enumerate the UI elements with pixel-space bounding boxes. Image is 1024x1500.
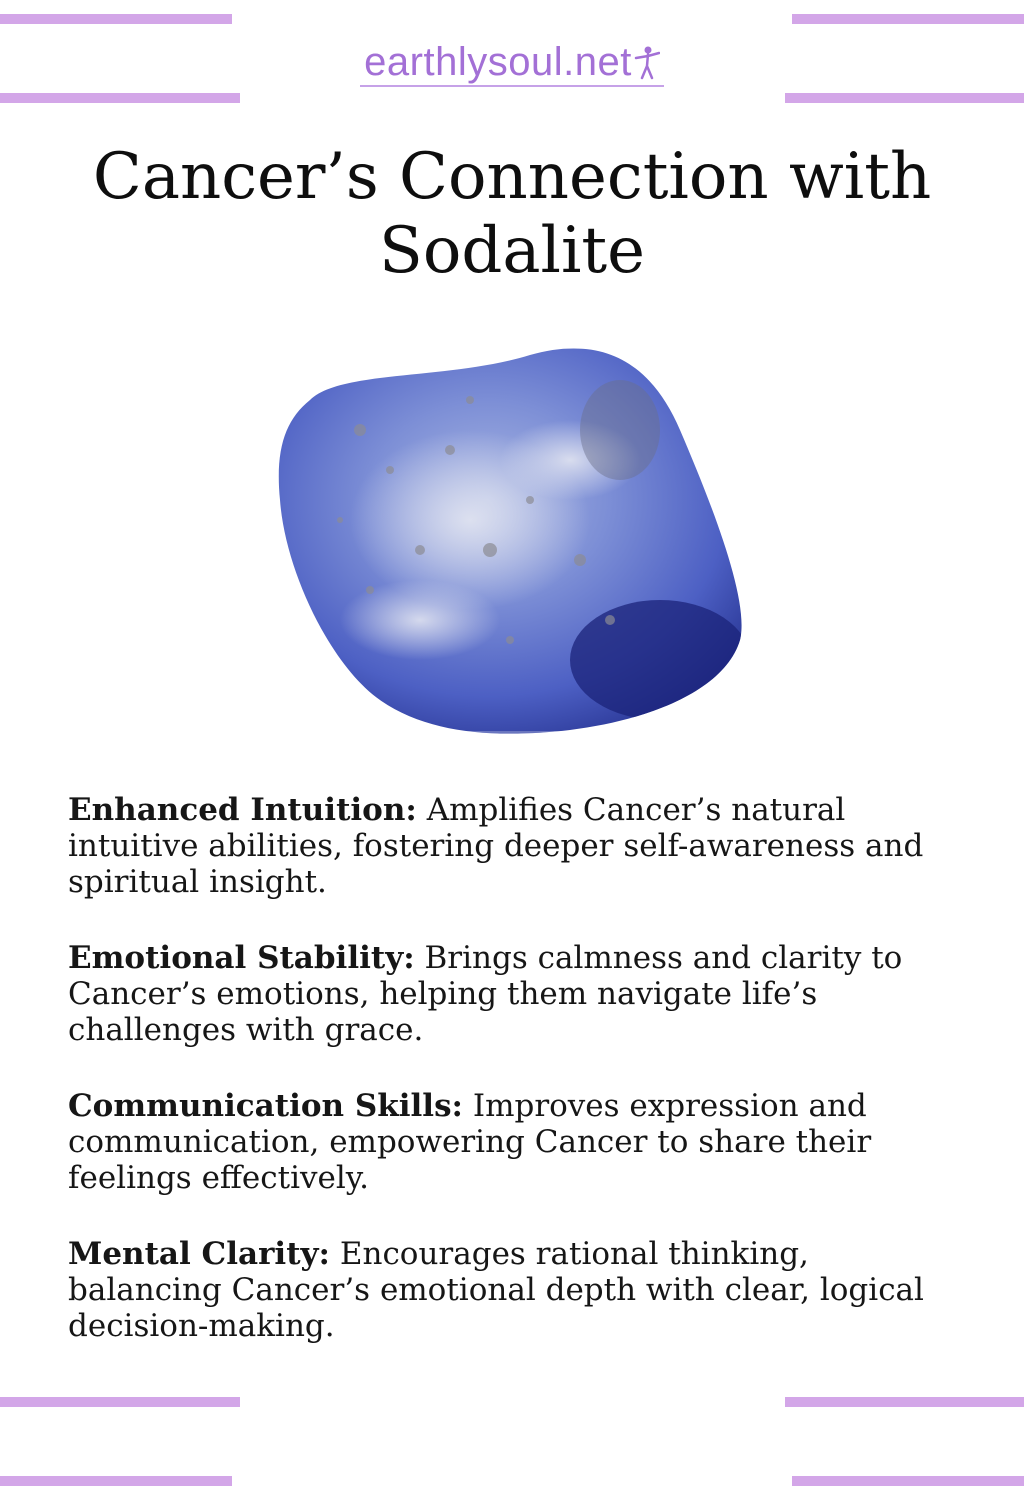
list-item [68,1088,968,1196]
item-label: Emotional Stability: [68,940,415,976]
top-right-accent-bar-2 [785,93,1024,103]
logo-text: earthlysoul.net [364,40,632,84]
bottom-left-accent-bar-1 [0,1397,240,1407]
item-label: Communication Skills: [68,1088,463,1124]
item-label: Mental Clarity: [68,1236,330,1272]
bottom-right-accent-bar-1 [785,1397,1024,1407]
page-title: Cancer’s Connection with Sodalite [92,140,932,288]
bottom-right-accent-bar-2 [792,1476,1024,1486]
dancer-figure-icon [634,44,660,80]
bottom-left-accent-bar-2 [0,1476,232,1486]
sodalite-stone-image [270,340,755,740]
list-item [68,940,968,1048]
top-left-accent-bar-1 [0,14,232,24]
list-item [68,792,968,900]
item-text: Encourages rational thinking, balancing Cancer’s emotional depth with clear, logical decision-making. [68,1236,924,1344]
item-text: Brings calmness and clarity to Cancer’s emotions, helping them navigate life’s challenges with grace. [68,940,903,1048]
logo-wordmark [360,41,664,87]
top-left-accent-bar-2 [0,93,240,103]
item-text: Improves expression and communication, empowering Cancer to share their feelings effectively. [68,1088,872,1196]
site-logo[interactable] [0,38,1024,90]
list-item [68,1236,968,1344]
top-right-accent-bar-1 [792,14,1024,24]
item-text: Amplifies Cancer’s natural intuitive abilities, fostering deeper self-awareness and spiritual insight. [68,792,924,900]
item-label: Enhanced Intuition: [68,792,417,828]
benefits-list [68,792,968,1384]
